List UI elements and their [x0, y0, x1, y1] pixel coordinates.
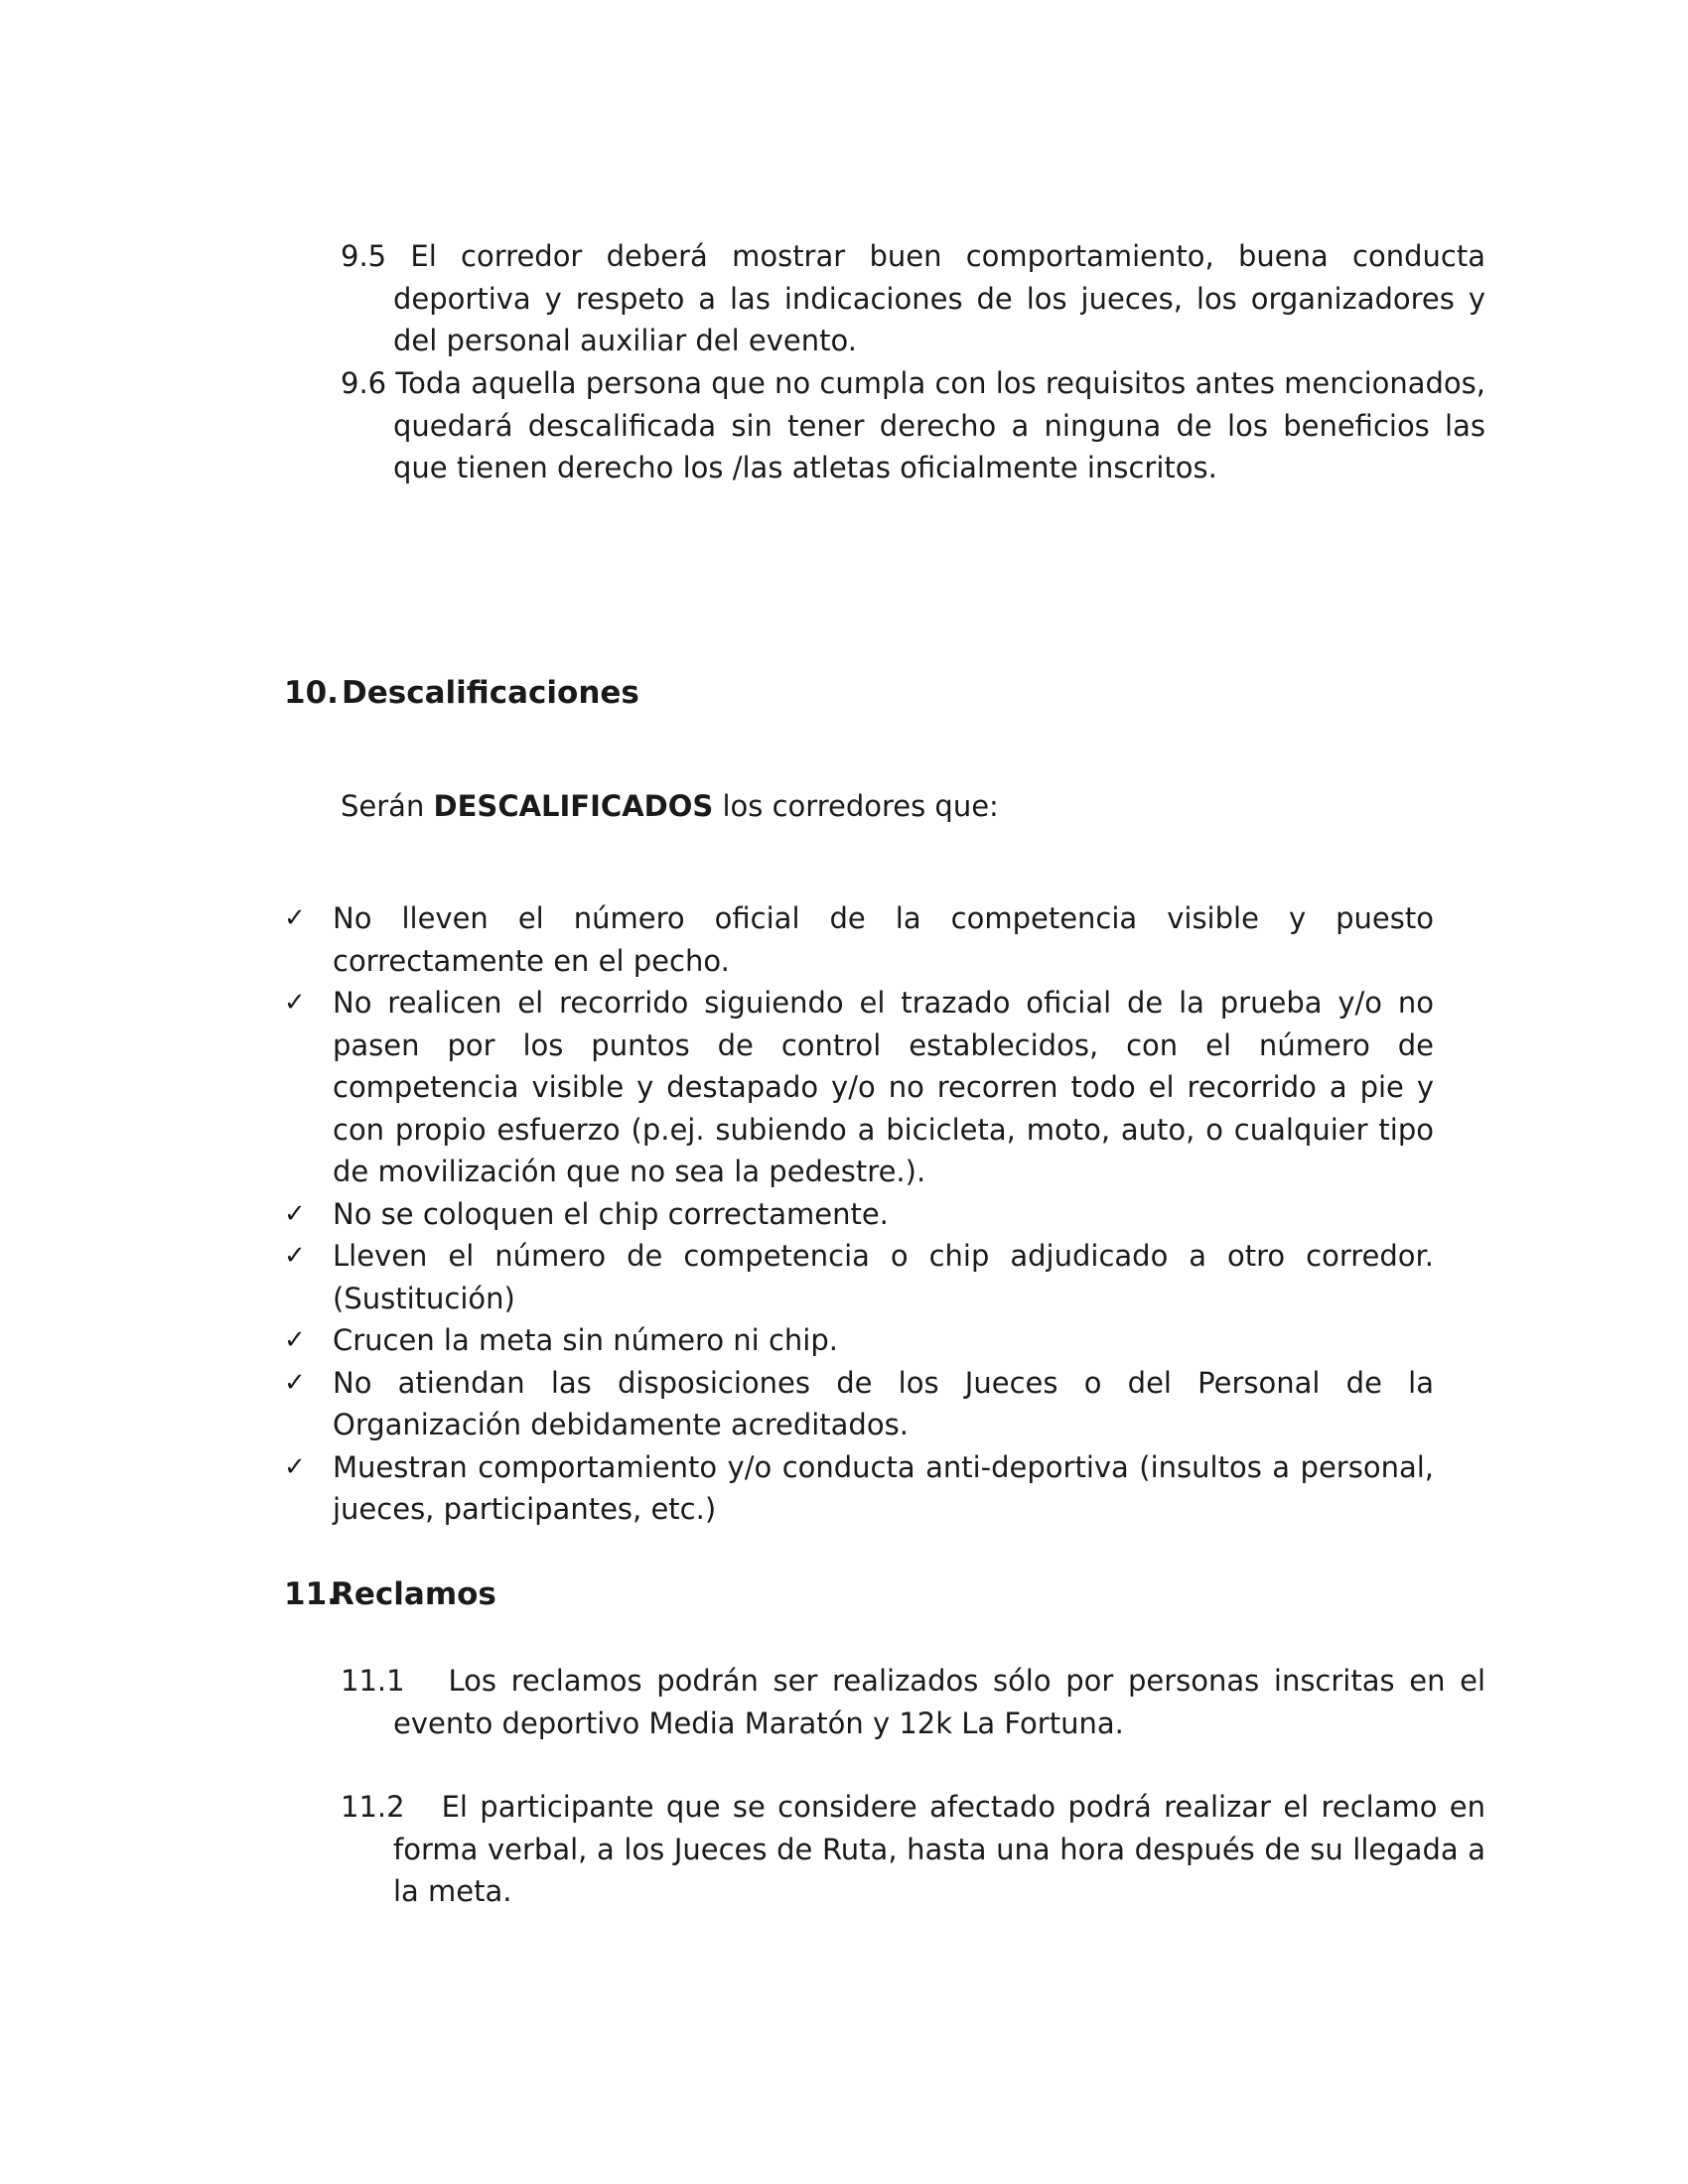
- checkmark-icon: ✓: [284, 1325, 306, 1355]
- checkmark-icon: ✓: [284, 1241, 306, 1271]
- item-text: Toda aquella persona que no cumpla con los requisitos antes mencionados, quedará descalificada sin tener derecho a ninguna de los beneficios las que tienen derecho los /las atletas oficialmente inscritos.: [393, 366, 1485, 484]
- item-11-2: [341, 1786, 1485, 1913]
- intro-emphasis: DESCALIFICADOS: [433, 789, 714, 823]
- list-item: [284, 1319, 1434, 1362]
- list-item-text: Crucen la meta sin número ni chip.: [333, 1323, 838, 1357]
- list-item: [284, 1193, 1434, 1236]
- list-item-text: No realicen el recorrido siguiendo el trazado oficial de la prueba y/o no pasen por los puntos de control establecidos, con el número de competencia visible y destapado y/o no recorren todo el recorrido a pie y con propio esfuerzo (p.ej. subiendo a bicicleta, moto, auto, o cualquier tipo de movilización que no sea la pedestre.).: [333, 986, 1434, 1188]
- list-item-text: No lleven el número oficial de la competencia visible y puesto correctamente en el pecho.: [333, 901, 1434, 978]
- list-item-text: No atiendan las disposiciones de los Jueces o del Personal de la Organización debidamente acreditados.: [333, 1365, 1434, 1441]
- item-11-1: [341, 1660, 1485, 1744]
- checkmark-icon: ✓: [284, 1367, 306, 1398]
- item-number: 9.5: [341, 239, 387, 273]
- item-number: 9.6: [341, 366, 387, 400]
- section-title: Descalificaciones: [342, 675, 639, 711]
- section-11-heading: [284, 1573, 496, 1615]
- list-item: [284, 1362, 1434, 1446]
- checkmark-icon: ✓: [284, 903, 306, 933]
- checkmark-icon: ✓: [284, 1451, 306, 1482]
- item-number: 11.1: [341, 1664, 405, 1698]
- list-item: [284, 897, 1434, 982]
- section-10-heading: [284, 672, 639, 714]
- list-item-text: Lleven el número de competencia o chip adjudicado a otro corredor. (Sustitución): [333, 1239, 1434, 1315]
- item-text: El corredor deberá mostrar buen comportamiento, buena conducta deportiva y respeto a las indicaciones de los jueces, los organizadores y del personal auxiliar del evento.: [393, 239, 1485, 357]
- item-text: El participante que se considere afectado podrá realizar el reclamo en forma verbal, a los Jueces de Ruta, hasta una hora después de su llegada a la meta.: [393, 1790, 1486, 1908]
- section-number: 10.: [284, 675, 339, 711]
- disqualification-list: [284, 897, 1434, 1531]
- section-number: 11.: [284, 1576, 339, 1612]
- list-item: [284, 1446, 1434, 1531]
- item-9-6: [341, 362, 1485, 489]
- list-item-text: Muestran comportamiento y/o conducta anti-deportiva (insultos a personal, jueces, participantes, etc.): [333, 1449, 1434, 1526]
- section-10-intro: [341, 785, 999, 827]
- intro-text: Serán: [341, 789, 434, 823]
- item-number: 11.2: [341, 1790, 405, 1824]
- checkmark-icon: ✓: [284, 988, 306, 1018]
- checkmark-icon: ✓: [284, 1198, 306, 1229]
- list-item: [284, 982, 1434, 1193]
- list-item-text: No se coloquen el chip correctamente.: [333, 1196, 889, 1231]
- list-item: [284, 1235, 1434, 1319]
- item-text: Los reclamos podrán ser realizados sólo por personas inscritas en el evento deportivo Media Maratón y 12k La Fortuna.: [393, 1664, 1485, 1740]
- item-9-5: [341, 235, 1485, 362]
- intro-text-end: los corredores que:: [713, 789, 999, 823]
- section-title: Reclamos: [331, 1576, 496, 1612]
